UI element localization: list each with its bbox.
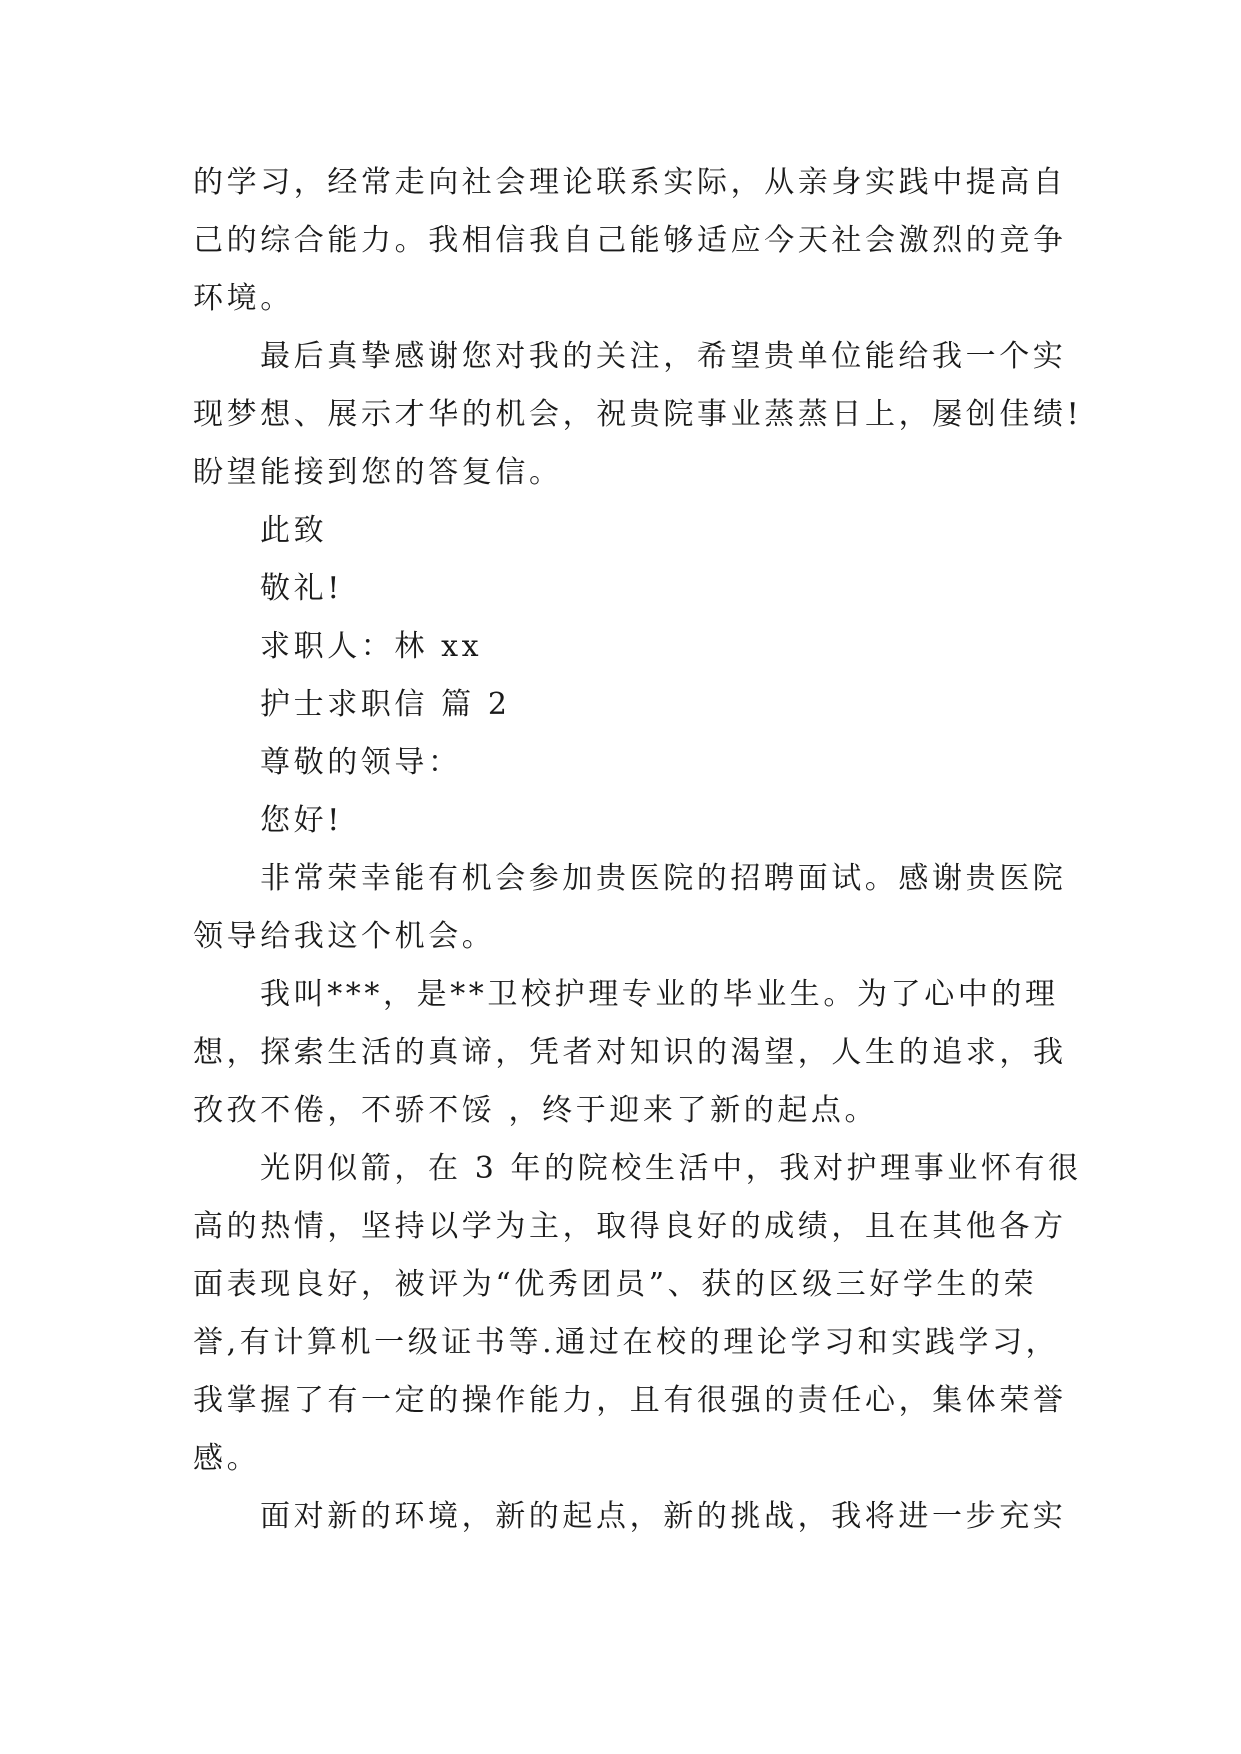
paragraph-start-line: 我叫***，是**卫校护理专业的毕业生。为了心中的理 [260, 977, 1059, 1012]
greeting-line: 尊敬的领导： [260, 745, 462, 780]
body-line: 己的综合能力。我相信我自己能够适应今天社会激烈的竞争 [193, 223, 1067, 258]
paragraph-start-line: 光阴似箭，在 3 年的院校生活中，我对护理事业怀有很 [260, 1151, 1082, 1186]
paragraph-start-line: 最后真挚感谢您对我的关注，希望贵单位能给我一个实 [260, 339, 1067, 374]
body-line: 现梦想、展示才华的机会，祝贵院事业蒸蒸日上，屡创佳绩! [193, 397, 1083, 432]
greeting-line: 您好! [260, 803, 343, 838]
body-line: 孜孜不倦，不骄不馁 ，终于迎来了新的起点。 [193, 1093, 879, 1128]
closing-salutation: 敬礼! [260, 571, 343, 606]
body-line: 感。 [193, 1441, 261, 1476]
body-line: 想，探索生活的真谛，凭者对知识的渴望，人生的追求，我 [193, 1035, 1067, 1070]
body-line: 我掌握了有一定的操作能力，且有很强的责任心，集体荣誉 [193, 1383, 1067, 1418]
body-line: 环境。 [193, 281, 294, 316]
body-line: 的学习，经常走向社会理论联系实际，从亲身实践中提高自 [193, 165, 1067, 200]
body-line: 盼望能接到您的答复信。 [193, 455, 563, 490]
paragraph-start-line: 面对新的环境，新的起点，新的挑战，我将进一步充实 [260, 1499, 1067, 1534]
closing-line: 此致 [260, 513, 328, 548]
paragraph-start-line: 非常荣幸能有机会参加贵医院的招聘面试。感谢贵医院 [260, 861, 1067, 896]
letter-body [193, 154, 1083, 1546]
section-heading: 护士求职信 篇 2 [260, 687, 511, 722]
body-line: 领导给我这个机会。 [193, 919, 496, 954]
body-line: 面表现良好，被评为“优秀团员”、获的区级三好学生的荣 [193, 1267, 1038, 1302]
body-line: 誉,有计算机一级证书等.通过在校的理论学习和实践学习， [193, 1325, 1060, 1360]
applicant-signature: 求职人：林 xx [260, 629, 483, 664]
body-line: 高的热情，坚持以学为主，取得良好的成绩，且在其他各方 [193, 1209, 1067, 1244]
